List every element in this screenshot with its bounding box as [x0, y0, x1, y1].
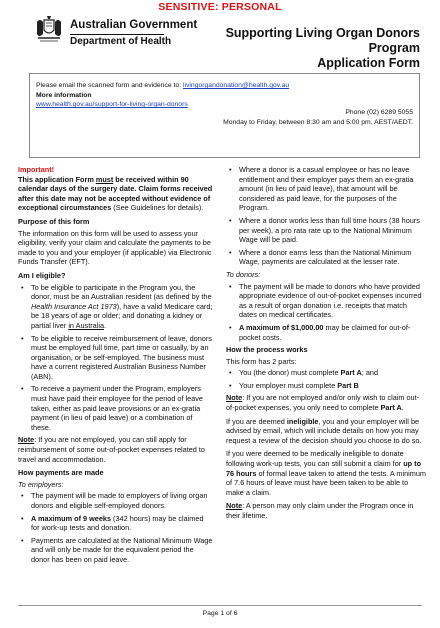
government-name: Australian Government	[70, 19, 198, 31]
list-item: • Your employer must complete Part B	[226, 381, 426, 391]
eligibility-list	[18, 283, 213, 433]
website-link[interactable]: www.health.gov.au/support-for-living-organ-donors	[36, 101, 188, 108]
header-divider	[70, 34, 164, 35]
more-info-label: More information	[36, 91, 92, 99]
purpose-text: The information on this form will be used to assess your eligibility, verify your claim and calculate the payments to be made to you and your employer (if applicable) via Electronic Funds Transfer (EFT).	[18, 228, 212, 267]
list-item: • The payment will be made to employers of living organ donors and eligible self-employed donors.	[18, 491, 213, 510]
list-item: • A maximum of 9 weeks (342 hours) may be claimed for work-up tests and donation.	[18, 514, 213, 533]
donor-payments-list	[226, 282, 426, 343]
right-column	[226, 165, 426, 525]
sensitive-marking: SENSITIVE: PERSONAL	[158, 1, 282, 13]
coat-of-arms-icon	[34, 16, 64, 44]
contact-info-box	[29, 73, 420, 158]
note-not-employed: Note: If you are not employed, you can still apply for reimbursement of some out-of-pocket expenses related to travel and accommodation.	[18, 435, 205, 464]
title-line-1: Supporting Living Organ Donors Program	[225, 26, 420, 55]
list-item: • Where a donor works less than full time hours (38 hours per week), a pro rata rate up to the National Minimum Wage will be paid.	[226, 216, 426, 245]
left-column	[18, 165, 213, 568]
list-item: • To receive a payment under the Program, employers must have paid their employee for the period of leave taken, either as paid leave provisions or an ex-gratia payment (in lieu of paid leave) or a combination of these.	[18, 384, 213, 432]
medically-ineligible-paragraph: If you were deemed to be medically ineligible to donate following work-up tests, you can still submit a claim for up to 76 hours of formal leave taken to attend the tests. A minimum of 7.6 hours of leave must have been taken to be able to make a claim.	[226, 449, 426, 497]
office-hours: Monday to Friday, between 8:30 am and 5:00 pm, AEST/AEDT.	[223, 119, 413, 126]
note-part-a-only: Note: If you are not employed and/or only wish to claim out-of-pocket expenses, you only need to complete Part A.	[226, 393, 420, 413]
list-item: • Payments are calculated at the National Minimum Wage and will only be made for the equivalent period the donor has been on paid leave.	[18, 536, 213, 565]
phone-number: Phone (02) 6289 5055	[345, 109, 413, 116]
employers-subheading: To employers:	[18, 479, 64, 489]
list-item: • You (the donor) must complete Part A; and	[226, 368, 426, 378]
process-parts-list	[226, 368, 426, 390]
eligibility-heading: Am I eligible?	[18, 270, 66, 280]
email-link[interactable]: livingorgandonation@health.gov.au	[182, 82, 290, 89]
email-instruction: Please email the scanned form and evidence to:	[36, 82, 183, 89]
page-number: Page 1 of 6	[202, 610, 238, 617]
list-item: • Where a donor earns less than the National Minimum Wage, payments are calculated at the lesser rate.	[226, 248, 426, 267]
document-title	[200, 26, 420, 71]
list-item: • Where a donor is a casual employee or has no leave entitlement and their employer pays them an ex-gratia amount (in lieu of paid leave), that amount will be considered as paid leave, for the purposes of the Program.	[226, 165, 426, 213]
purpose-heading: Purpose of this form	[18, 216, 90, 226]
list-item: • A maximum of $1,000.00 may be claimed for out-of-pocket costs.	[226, 323, 426, 342]
payments-heading: How payments are made	[18, 468, 104, 478]
note-once-lifetime: Note: A person may only claim under the Program once in their lifetime.	[226, 501, 414, 520]
process-intro: This form has 2 parts:	[226, 356, 297, 366]
list-item: • To be eligible to receive reimbursement of leave, donors must be employed full time, part time or casually, by an organisation, or be self-employed. The business must have a current registered Australian Business Number (ABN).	[18, 334, 213, 382]
process-heading: How the process works	[226, 345, 308, 355]
employer-payments-list-continued	[226, 165, 426, 267]
important-heading: Important!	[18, 165, 55, 174]
important-notice: This application Form must be received within 90 calendar days of the surgery date. Claim forms received after this date may not be accepted without evidence of exceptional circumstances (See Guidelines for details).	[18, 174, 213, 213]
ineligible-paragraph: If you are deemed ineligible, you and your employer will be advised by email, which will include details on how you may request a review of the decision should you choose to do so.	[226, 416, 422, 445]
footer-divider	[18, 605, 422, 606]
employer-payments-list	[18, 491, 213, 564]
donors-subheading: To donors:	[226, 269, 261, 279]
title-line-2: Application Form	[317, 56, 420, 70]
department-name: Department of Health	[70, 36, 172, 47]
list-item: • The payment will be made to donors who have provided appropriate evidence of out-of-pocket expenses incurred as a result of organ donation i.e. receipts that match dates on medical certificates.	[226, 282, 426, 320]
list-item: • To be eligible to participate in the Program you, the donor, must be an Australian resident (as defined by the Health Insurance Act 1973), have a valid Medicare card; be 18 years of age or older; and donating a kidney or partial liver in Australia.	[18, 283, 213, 331]
